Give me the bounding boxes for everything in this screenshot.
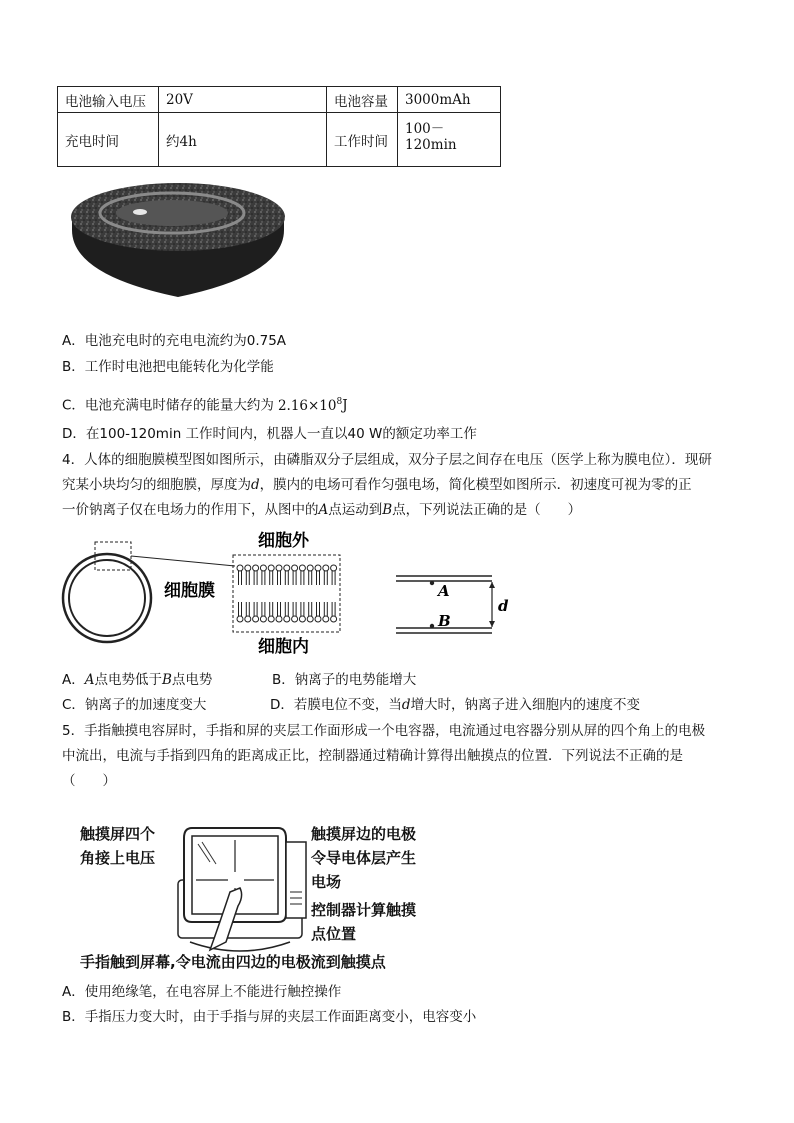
lipid-head — [268, 616, 274, 622]
q4-stem-line — [62, 473, 734, 498]
lipid-head — [276, 616, 282, 622]
q5-stem-line: 5．手指触摸电容屏时，手指和屏的夹层工作面形成一个电容器，电流通过电容器分别从屏的四个角上的电极 — [62, 723, 706, 739]
lipid-head — [253, 565, 259, 571]
q4-variable: d — [251, 477, 260, 493]
figure-label-line: 触摸屏四个 — [80, 825, 156, 843]
lipid-head — [253, 616, 259, 622]
table-cell: 充电时间 — [58, 113, 159, 167]
lipid-tail — [293, 602, 296, 616]
q4-opt-text: 增大时，钠离子进入细胞内的速度不变 — [410, 697, 641, 713]
lipid-tail — [332, 602, 335, 616]
figure-label-line: 角接上电压 — [80, 849, 156, 867]
figure-caption: 手指触到屏幕,令电流由四边的电极流到触摸点 — [80, 953, 386, 971]
lipid-tail — [270, 602, 273, 616]
lipid-tail — [317, 571, 320, 585]
q4-variable: A — [318, 502, 329, 518]
lipid-head — [307, 616, 313, 622]
figure-label-left — [80, 822, 155, 870]
q5-stem-line: （ ） — [62, 773, 116, 789]
lipid-head — [292, 616, 298, 622]
lipid-tail — [254, 602, 257, 616]
lipid-tail — [301, 571, 304, 585]
lipid-tail — [324, 571, 327, 585]
lipid-head — [245, 565, 251, 571]
lipid-head — [284, 616, 290, 622]
q3-option-c-exponent: 8 — [336, 397, 343, 407]
point-b-label: B — [438, 612, 451, 630]
table-cell: 电池输入电压 — [58, 87, 159, 113]
lipid-head — [260, 616, 266, 622]
lipid-tail — [332, 571, 335, 585]
lipid-tail — [285, 571, 288, 585]
table-cell: 3000mAh — [398, 87, 501, 113]
table-row — [58, 113, 501, 167]
q5-stem-line: 中流出，电流与手指到四角的距离成正比，控制器通过精确计算得出触摸点的位置．下列说法不正确的是 — [62, 748, 683, 764]
inside-label: 细胞内 — [258, 637, 309, 657]
lipid-tail — [278, 571, 281, 585]
q4-stem-line — [62, 498, 734, 523]
lipid-tail — [254, 571, 257, 585]
robot-vacuum-image — [62, 175, 294, 311]
lipid-head — [284, 565, 290, 571]
lipid-head — [323, 565, 329, 571]
lipid-tail — [270, 571, 273, 585]
lipid-tail — [278, 602, 281, 616]
q4-text: 究某小块均匀的细胞膜，厚度为 — [62, 477, 251, 493]
q4-opt-text: D．若膜电位不变，当 — [270, 697, 402, 713]
figure-label-line: 点位置 — [311, 925, 357, 943]
lipid-head — [299, 565, 305, 571]
zoom-line — [131, 556, 235, 566]
q4-stem-line: 4．人体的细胞膜模型图如图所示，由磷脂双分子层组成，双分子层之间存在电压（医学上称为膜电位）．现研 — [62, 452, 712, 468]
q4-opt-text: 点电势低于 — [94, 672, 162, 688]
lipid-head — [237, 565, 243, 571]
lipid-bilayer — [237, 565, 337, 622]
q4-variable: B — [382, 502, 393, 518]
lipid-head — [276, 565, 282, 571]
lipid-head — [268, 565, 274, 571]
lipid-tail — [309, 571, 312, 585]
q3-option-a: A．电池充电时的充电电流约为0.75A — [62, 333, 287, 349]
q4-text: 点，下列说法正确的是（ ） — [392, 502, 582, 518]
table-row — [58, 87, 501, 113]
lipid-head — [245, 616, 251, 622]
lipid-tail — [262, 571, 265, 585]
q4-option-b: B．钠离子的电势能增大 — [272, 672, 417, 688]
q5-option-a: A．使用绝缘笔，在电容屏上不能进行触控操作 — [62, 984, 342, 1000]
point-a-label: A — [438, 582, 450, 600]
lipid-tail — [239, 602, 242, 616]
figure-label-line: 令导电体层产生 — [311, 849, 417, 867]
q4-text: ，膜内的电场可看作匀强电场，简化模型如图所示．初速度可视为零的正 — [259, 477, 692, 493]
q4-option-d — [270, 695, 640, 715]
figure-label-right-bottom — [311, 898, 416, 946]
q4-text: 一价钠离子仅在电场力的作用下，从图中的 — [62, 502, 319, 518]
outside-label: 细胞外 — [258, 531, 309, 551]
lipid-tail — [239, 571, 242, 585]
table-cell: 工作时间 — [327, 113, 398, 167]
d-arrow-down — [489, 621, 495, 627]
controller-box — [286, 842, 306, 918]
lipid-head — [331, 565, 337, 571]
q4-variable: B — [162, 672, 172, 688]
q4-text: 点运动到 — [328, 502, 383, 518]
q5-option-b: B．手指压力变大时，由于手指与屏的夹层工作面距离变小，电容变小 — [62, 1009, 477, 1025]
point-a — [430, 581, 434, 585]
figure-label-line: 电场 — [311, 873, 342, 891]
lipid-tail — [324, 602, 327, 616]
touchscreen-monitor-figure — [170, 822, 310, 960]
q4-opt-text: 点电势 — [171, 672, 213, 688]
lipid-tail — [285, 602, 288, 616]
q3-option-b: B．工作时电池把电能转化为化学能 — [62, 359, 274, 375]
figure-label-line: 触摸屏边的电极 — [311, 825, 417, 843]
d-arrow-up — [489, 582, 495, 588]
lipid-head — [292, 565, 298, 571]
q3-option-c — [62, 392, 348, 416]
lipid-head — [323, 616, 329, 622]
figure-label-line: 控制器计算触摸 — [311, 901, 417, 919]
cell-membrane-figure — [62, 530, 509, 660]
q4-opt-text: A． — [62, 672, 85, 688]
q4-variable: A — [84, 672, 95, 688]
point-b — [430, 624, 434, 628]
q3-option-c-value: 2.16×10 — [277, 397, 337, 414]
membrane-label: 细胞膜 — [164, 581, 215, 601]
table-cell: 100－120min — [398, 113, 501, 167]
q4-stem — [62, 448, 734, 523]
q4-option-c: C．钠离子的加速度变大 — [62, 697, 207, 713]
table-cell: 20V — [159, 87, 327, 113]
cell-outer-circle — [63, 554, 151, 642]
lipid-tail — [246, 602, 249, 616]
lipid-head — [260, 565, 266, 571]
lipid-tail — [293, 571, 296, 585]
lipid-tail — [301, 602, 304, 616]
cell-inner-circle — [69, 560, 145, 636]
lipid-head — [315, 616, 321, 622]
table-cell: 电池容量 — [327, 87, 398, 113]
q4-option-a — [62, 670, 212, 690]
d-label: d — [498, 597, 509, 615]
figure-label-right-top — [311, 822, 416, 894]
lipid-head — [307, 565, 313, 571]
spec-table — [57, 86, 501, 167]
lipid-head — [299, 616, 305, 622]
table-cell: 约4h — [159, 113, 327, 167]
lipid-tail — [309, 602, 312, 616]
q3-option-c-unit: J — [342, 397, 348, 414]
lipid-tail — [246, 571, 249, 585]
q3-option-d: D．在100-120min 工作时间内，机器人一直以40 W的额定功率工作 — [62, 426, 477, 442]
lipid-tail — [317, 602, 320, 616]
lipid-head — [315, 565, 321, 571]
q4-variable: d — [401, 697, 411, 713]
lipid-head — [331, 616, 337, 622]
lipid-tail — [262, 602, 265, 616]
lipid-head — [237, 616, 243, 622]
q5-stem — [62, 719, 734, 794]
q3-option-c-text: C．电池充满电时储存的能量大约为 — [62, 397, 274, 414]
